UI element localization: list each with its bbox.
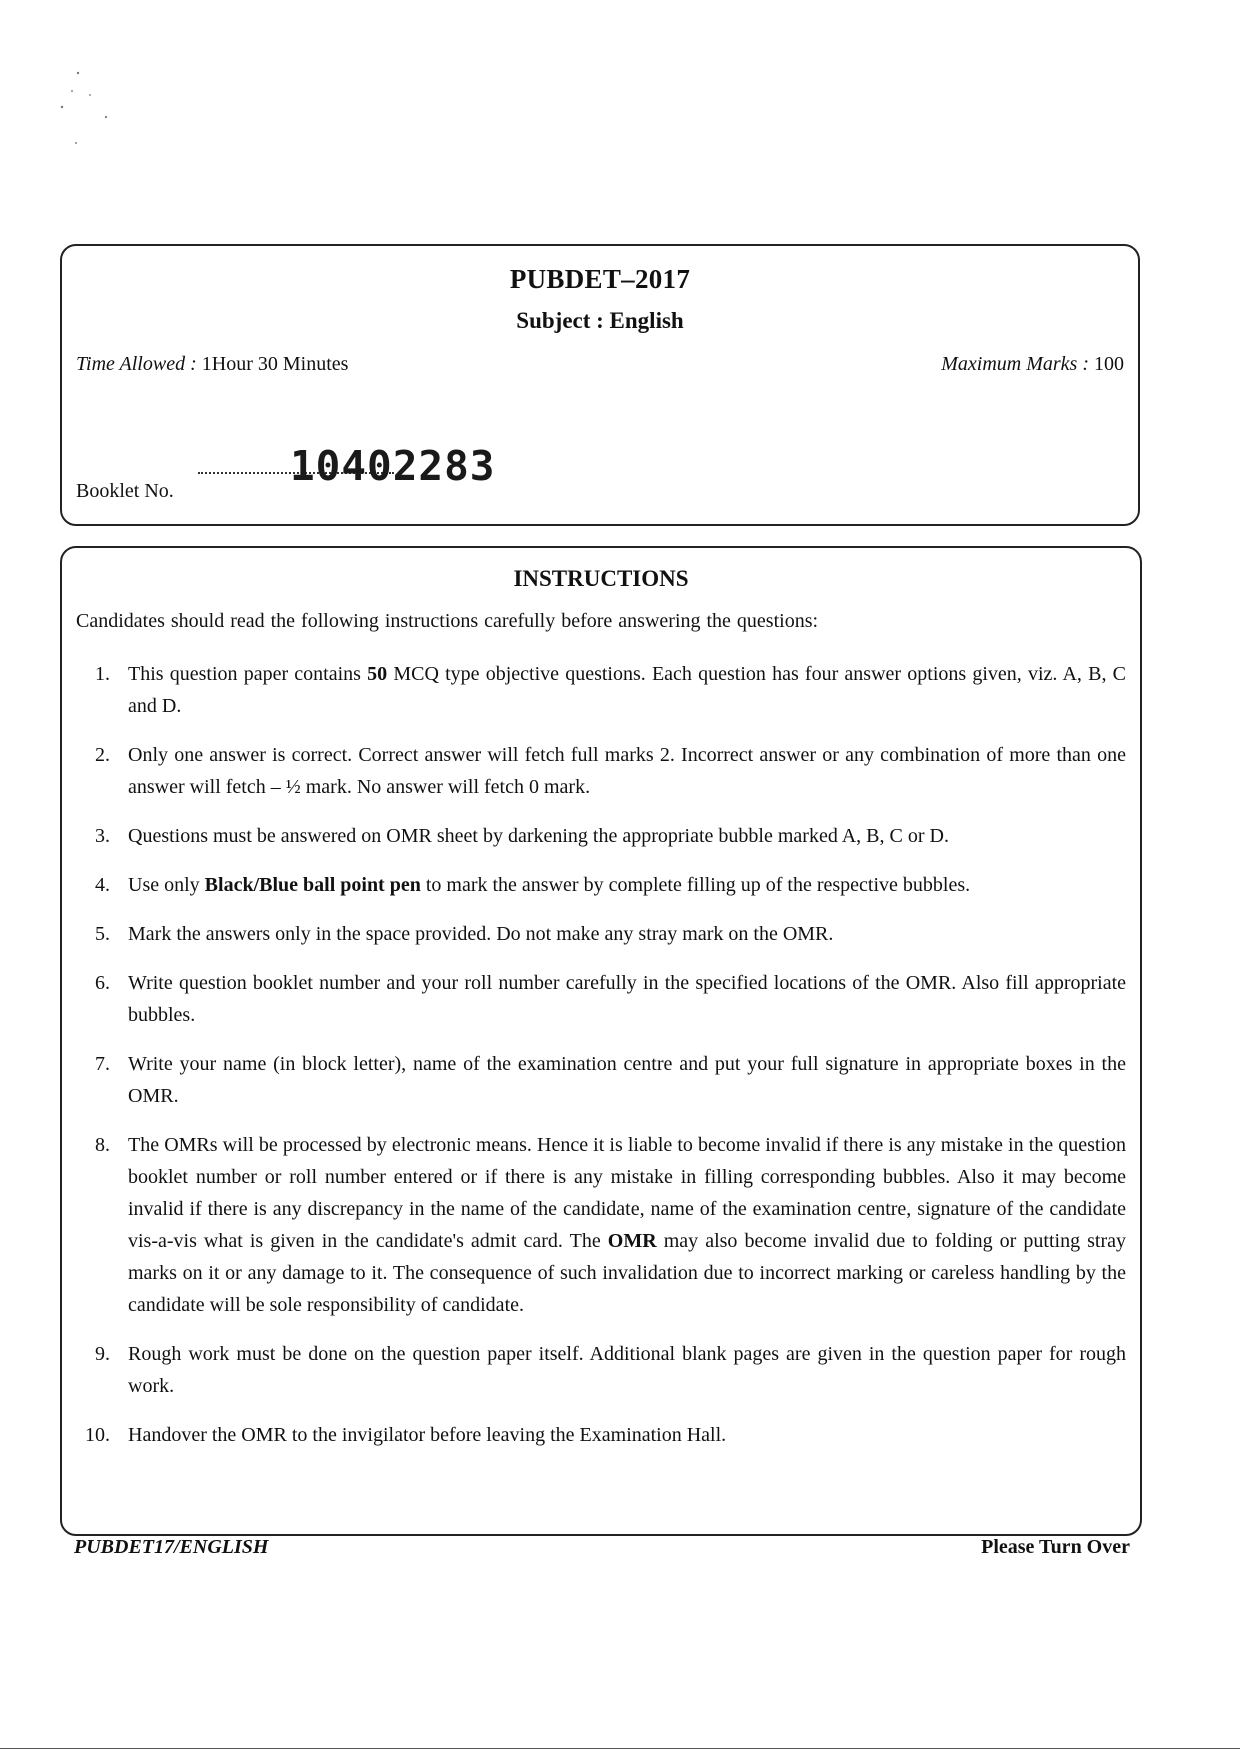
maximum-marks-label: Maximum Marks : (941, 353, 1089, 375)
time-allowed-label: Time Allowed : (76, 353, 197, 375)
instructions-list (76, 658, 1126, 1468)
instruction-text-part: Only one answer is correct. Correct answer will fetch full marks 2. Incorrect answer or any combination of more than one answer will fetch – ½ mark. No answer will fetch 0 mark. (128, 744, 1126, 798)
instruction-item (76, 658, 1126, 722)
instruction-number: 9. (95, 1343, 110, 1365)
instruction-text (128, 972, 1126, 1026)
instruction-text-part: Use only (128, 874, 205, 896)
maximum-marks (941, 353, 1124, 376)
booklet-number-stamp: 10402283 (290, 442, 496, 490)
instruction-item (76, 739, 1126, 803)
exam-header-box (60, 244, 1140, 526)
instruction-number: 3. (95, 825, 110, 847)
instructions-box (60, 546, 1142, 1536)
instruction-item (76, 869, 1126, 901)
time-allowed (76, 353, 348, 376)
instruction-text-part: to mark the answer by complete filling up of the respective bubbles. (420, 874, 971, 896)
instructions-intro: Candidates should read the following instructions carefully before answering the questions: (76, 610, 819, 632)
instruction-text (128, 874, 970, 896)
instruction-number: 2. (95, 744, 110, 766)
instruction-number: 5. (95, 923, 110, 945)
instruction-item (76, 967, 1126, 1031)
instruction-text (128, 825, 949, 847)
exam-title: PUBDET–2017 (509, 264, 691, 294)
instruction-text-part: This question paper contains (128, 663, 368, 685)
instruction-number: 6. (95, 972, 110, 994)
instruction-text (128, 663, 1126, 717)
instruction-text (128, 1134, 1126, 1316)
scan-specks (50, 55, 140, 155)
instruction-number: 10. (85, 1424, 110, 1446)
instruction-item (76, 820, 1126, 852)
instruction-item (76, 1338, 1126, 1402)
instruction-emphasis: 50 (367, 663, 388, 685)
instruction-text-part: Write question booklet number and your roll number carefully in the specified locations of the OMR. Also fill appropriate bubbles. (128, 972, 1126, 1026)
instructions-title: INSTRUCTIONS (513, 566, 689, 591)
instruction-text (128, 1053, 1126, 1107)
instruction-item (76, 918, 1126, 950)
instruction-emphasis: OMR (607, 1230, 657, 1252)
instruction-text (128, 923, 833, 945)
instruction-text (128, 744, 1126, 798)
instruction-text-part: Questions must be answered on OMR sheet by darkening the appropriate bubble marked A, B, C or D. (128, 825, 949, 847)
instruction-text-part: Mark the answers only in the space provided. Do not make any stray mark on the OMR. (128, 923, 834, 945)
subject-line: Subject : English (516, 308, 684, 333)
instruction-number: 8. (95, 1134, 110, 1156)
instruction-text-part: Rough work must be done on the question paper itself. Additional blank pages are given in the question paper for rough work. (128, 1343, 1126, 1397)
time-allowed-value: 1Hour 30 Minutes (196, 353, 349, 375)
instruction-item (76, 1129, 1126, 1321)
instruction-text (128, 1424, 726, 1446)
instruction-number: 7. (95, 1053, 110, 1075)
instruction-text-part: may also become invalid due to folding or putting stray marks on it or any damage to it. The consequence of such invalidation due to incorrect marking or careless handling by the candidate will be sole responsibility of candidate. (128, 1230, 1126, 1316)
maximum-marks-value: 100 (1089, 353, 1124, 375)
instruction-text-part: MCQ type objective questions. Each question has four answer options given, viz. A, B, C and D. (128, 663, 1126, 717)
booklet-number-label: Booklet No. (76, 480, 174, 502)
paper-code: PUBDET17/ENGLISH (74, 1536, 269, 1558)
instruction-text-part: Handover the OMR to the invigilator before leaving the Examination Hall. (128, 1424, 727, 1446)
instruction-item (76, 1048, 1126, 1112)
instruction-item (76, 1419, 1126, 1451)
instruction-text-part: The OMRs will be processed by electronic means. Hence it is liable to become invalid if there is any mistake in the question booklet number or roll number entered or if there is any mistake in filling corresponding bubbles. Also it may become invalid if there is any discrepancy in the name of the candidate, name of the examination centre, signature of the candidate vis-a-vis what is given in the candidate's admit card. The (128, 1134, 1126, 1252)
instruction-emphasis: Black/Blue ball point pen (204, 874, 421, 896)
bottom-scan-edge (0, 1748, 1240, 1749)
instruction-text (128, 1343, 1126, 1397)
instruction-text-part: Write your name (in block letter), name of the examination centre and put your full signature in appropriate boxes in the OMR. (128, 1053, 1126, 1107)
instruction-number: 1. (95, 663, 110, 685)
please-turn-over: Please Turn Over (981, 1536, 1130, 1558)
instruction-number: 4. (95, 874, 110, 896)
